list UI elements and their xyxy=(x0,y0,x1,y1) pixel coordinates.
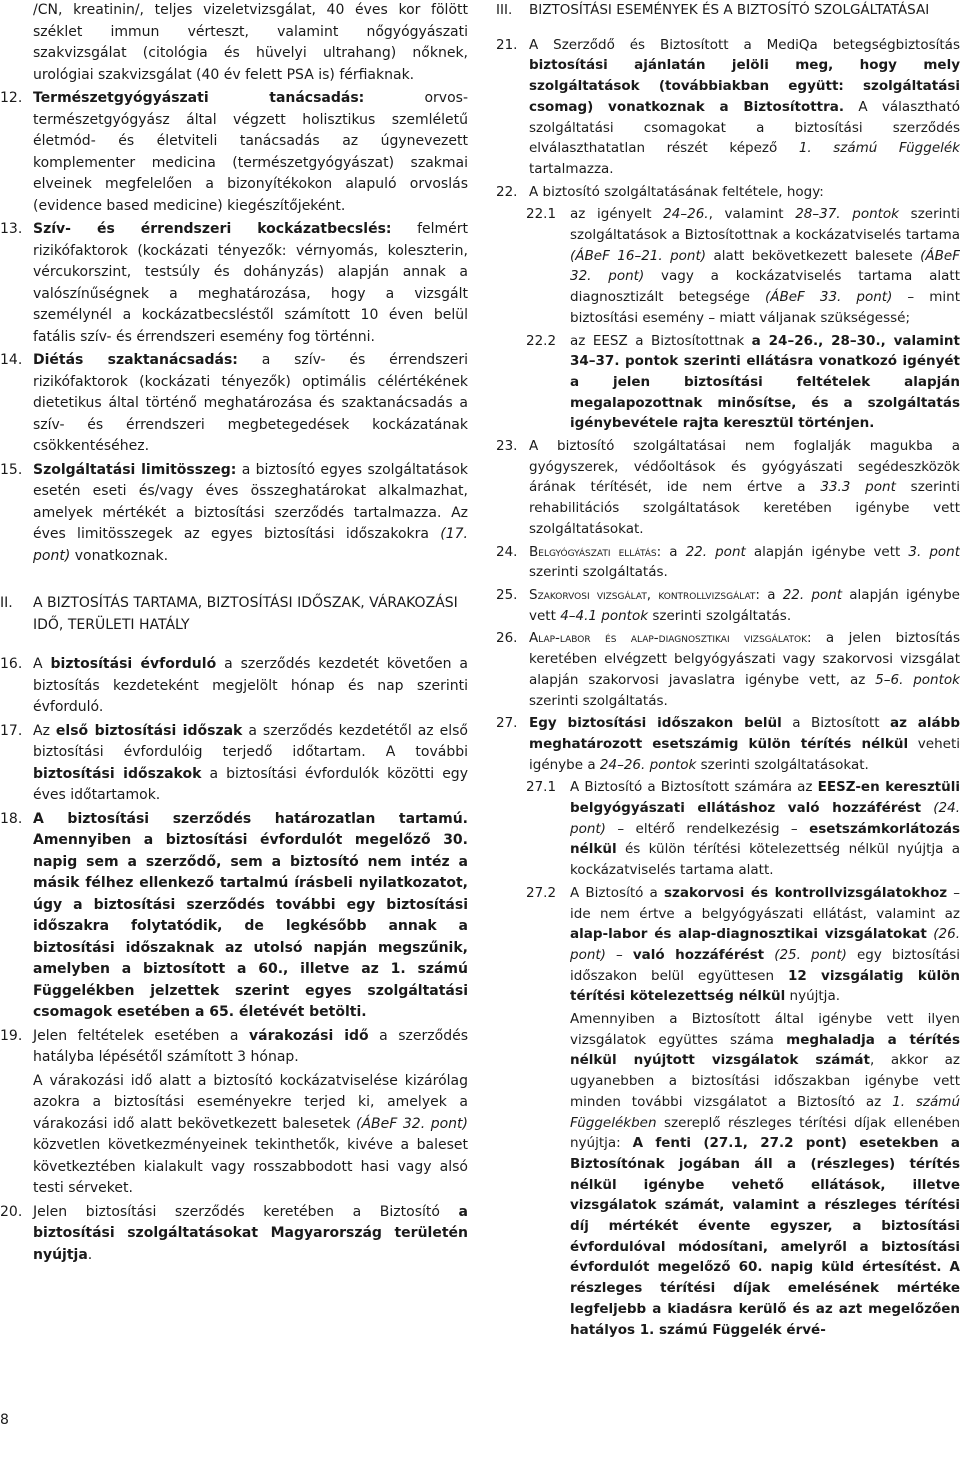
item-21: 21. A Szerződő és Biztosított a MediQa betegségbiztosítás biztosítási ajánlatán jelöli meg, hogy mely szolgáltatások (továbbiakban együtt: szolgáltatási csomag) vonatkoznak a Biztosítottra. A választható szolgáltatási csomagokat a biztosítási szerződés elválaszthatatlan részét képező 1. számú Függelék tartalmazza. xyxy=(496,36,960,177)
item-15: 15. Szolgáltatási limitösszeg: a biztosító egyes szolgáltatások esetén eseti és/vagy éves összeghatárokat alkalmazhat, amelyek mértékét a biztosítási szerződés tartalmazza. Az éves limitösszegek az egyes biztosítási időszakokra (17. pont) vonatkoznak. xyxy=(0,461,469,564)
page-number: 8 xyxy=(0,1412,9,1428)
item-26: 26. Alap-labor és alap-diagnosztikai vizsgálatok: a jelen biztosítás keretében elvégzett belgyógyászati vagy szakorvosi vizsgálat alapján szakorvosi javaslatra igénybe vett, az 5–6. pontok szerinti szolgáltatás. xyxy=(496,630,960,709)
left-column xyxy=(0,0,468,1268)
item-27-1: 27.1 A Biztosító a Biztosított számára az EESZ-en keresztüli belgyógyászati ellátáshoz való hozzáférést (24. pont) – eltérő rendelkezésig – esetszámkorlátozás nélkül és külön térítési kötelezettség nélkül nyújtja a kockázatviselés tartama alatt. xyxy=(526,779,960,879)
item-22-1: 22.1 az igényelt 24–26., valamint 28–37. pontok szerinti szolgáltatások a Biztosítottnak a kockázatviselés tartama (ÁBeF 16–21. pont) alatt bekövetkezett balesete (ÁBeF 32. pont) vagy a kockázatviselés tartama alatt diagnosztizált betegsége (ÁBeF 33. pont) – mint biztosítási esemény – miatt váljanak szükségessé; xyxy=(526,206,960,326)
section-3-heading: III. BIZTOSÍTÁSI ESEMÉNYEK ÉS A BIZTOSÍTÓ SZOLGÁLTATÁSAI xyxy=(496,2,930,18)
intro-paragraph: /CN, kreatinin/, teljes vizeletvizsgálat, 40 éves kor fölött széklet immun vérteszt, valamint nőgyógyászati szakvizsgálat (citológia és hüvelyi ultrahang) nőknek, urológiai szakvizsgálat (40 év felett PSA is) férfiaknak. xyxy=(33,2,468,83)
item-19-continuation: A várakozási idő alatt a biztosító kockázatviselése kizárólag azokra a biztosítási eseményekre terjed ki, amelyek a várakozási idő alatt bekövetkezett balesetek (ÁBeF 32. pont) közvetlen következményeinek tekinthetők, kivéve a baleset következtében kialakult vagy rosszabbodott hasi vagy alsó testi sérveket. xyxy=(33,1072,468,1196)
item-27-2-continuation: Amennyiben a Biztosított által igénybe vett ilyen vizsgálatok együttes száma meghaladja a térítés nélkül nyújtott vizsgálatok számát, akkor az ugyanebben a biztosítási időszakban igénybe vett minden további vizsgálatot a Biztosító az 1. számú Függelékben szereplő részleges térítési díjak ellenében nyújtja: A fenti (27.1, 27.2 pont) esetekben a Biztosítónak jogában áll a (részleges) térítés nélkül igénybe vehető ellátások, illetve vizsgálatok számát, valamint a részleges térítési díj mértékét évente egyszer, a biztosítási évfordulóval módosítani, amelyről a biztosítási évfordulót megelőző 60. napig küld értesítést. A részleges térítési díjak emelésének mértéke legfeljebb a kiadásra kerülő és az azt megelőzően hatályos 1. számú Függelék érvé- xyxy=(570,1011,960,1338)
right-column xyxy=(496,0,960,1342)
item-25: 25. Szakorvosi vizsgálat, kontrollvizsgálat: a 22. pont alapján igénybe vett 4–4.1 pontok szerinti szolgáltatás. xyxy=(496,586,960,624)
item-22-2: 22.2 az EESZ a Biztosítottnak a 24–26., 28–30., valamint 34–37. pontok szerinti ellátásra vonatkozó igényét a jelen biztosítási feltételek alapján megalapozottnak minősítse, és a szolgáltatás igénybevétele rajta keresztül történjen. xyxy=(526,332,960,432)
item-19: 19. Jelen feltételek esetében a várakozási idő a szerződés hatályba lépésétől számított 3 hónap. xyxy=(0,1027,468,1065)
item-18: 18. A biztosítási szerződés határozatlan tartamú. Amennyiben a biztosítási évfordulót megelőző 30. napig sem a szerződő, sem a biztosító nem intéz a másik félhez ellenkező tartalmú írásbeli nyilatkozatot, úgy a biztosítási szerződés további egy biztosítási időszakra folytatódik, de legkésőbb annak a biztosítási időszaknak az utolsó napján megszűnik, amelyben a biztosított a 60., illetve az 1. számú Függelékben jelzettek szerint egyes szolgáltatási csomagok esetében a 65. életévét betölti. xyxy=(0,810,468,1020)
item-27-2: 27.2 A Biztosító a szakorvosi és kontrollvizsgálatokhoz – ide nem értve a belgyógyászati ellátást, valamint az alap-labor és alap-diagnosztikai vizsgálatokat (26. pont) – való hozzáférést (25. pont) egy biztosítási időszakon belül együttesen 12 vizsgálatig külön térítési kötelezettség nélkül nyújtja. xyxy=(526,884,960,1005)
item-24: 24. Belgyógyászati ellátás: a 22. pont alapján igénybe vett 3. pont szerinti szolgáltatás. xyxy=(496,543,960,581)
item-22: 22. A biztosító szolgáltatásának feltétele, hogy: xyxy=(496,183,824,200)
item-16: 16. A biztosítási évforduló a szerződés kezdetét követően a biztosítás kezdeteként megjelölt hónap és nap szerinti évforduló. xyxy=(0,656,469,715)
item-17: 17. Az első biztosítási időszak a szerződés kezdetétől az első biztosítási évfordulóig terjedő időtartam. A további biztosítási időszakok a biztosítási évfordulók közötti egy éves időtartamok. xyxy=(0,722,468,803)
item-20: 20. Jelen biztosítási szerződés keretében a Biztosító a biztosítási szolgáltatásokat Magyarország területén nyújtja. xyxy=(0,1203,468,1263)
item-12: 12. Természetgyógyászati tanácsadás: orvos-természetgyógyász által végzett holisztikus szemléletű életmód- és életviteli tanácsadás az úgynevezett komplementer medicina (természetgyógyászat) szakmai elveinek megfelelően a bizonyítékokon alapuló orvoslás (evidence based medicine) kiegészítőjeként. xyxy=(0,90,468,214)
item-14: 14. Diétás szaktanácsadás: a szív- és érrendszeri rizikófaktorok (kockázati tényezők) optimális célértékének dietetikus által történő meghatározása és szaktanácsadás a szív- és érrendszeri megbetegedések kockázatának csökkentéséhez. xyxy=(0,352,468,454)
item-13: 13. Szív- és érrendszeri kockázatbecslés: felmért rizikófaktorok (kockázati tényezők: vérnyomás, koleszterin, vércukorszint, testsúly és dohányzás) alapján annak a valószínűségnek a meghatározása, hogy a vizsgált személynél a kockázatbecsléstől számított 10 éven belül fatális szív- és érrendszeri esemény fog történni. xyxy=(0,221,468,345)
section-2-heading: II. A BIZTOSÍTÁS TARTAMA, BIZTOSÍTÁSI IDŐSZAK, VÁRAKOZÁSI IDŐ, TERÜLETI HATÁLY xyxy=(0,595,458,633)
item-27: 27. Egy biztosítási időszakon belül a Biztosított az alább meghatározott esetszámig külön térítés nélkül veheti igénybe a 24–26. pontok szerinti szolgáltatásokat. xyxy=(496,715,960,773)
item-23: 23. A biztosító szolgáltatásai nem foglalják magukba a gyógyszerek, védőoltások és gyógyászati segédeszközök árának térítését, ide nem értve a 33.3 pont szerinti rehabilitációs szolgáltatások keretében igénybe vett szolgáltatásokat. xyxy=(496,438,960,537)
